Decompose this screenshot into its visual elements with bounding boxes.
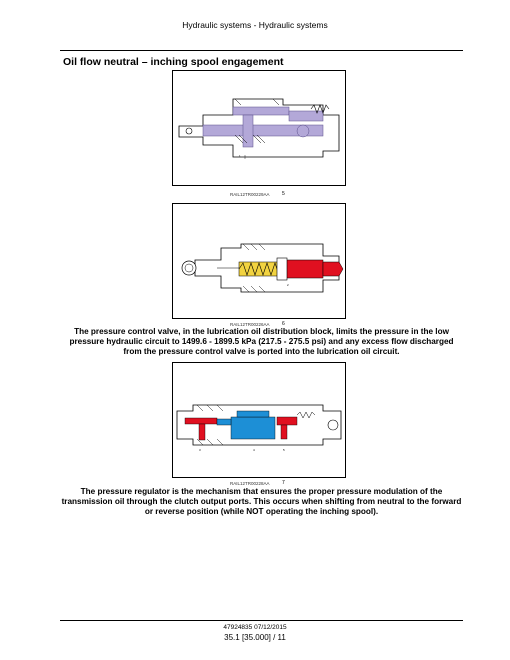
footer-document-id: 47924835 07/12/2015 — [223, 624, 287, 631]
figure-7-pressure-regulator — [172, 362, 346, 478]
figure-6-caption: RAIL12TR00226AA — [230, 322, 270, 327]
figure-6-pressure-control-valve — [172, 203, 346, 319]
header-rule — [60, 50, 463, 51]
svg-text:2: 2 — [287, 283, 289, 287]
figure-7-caption: RAIL12TR00228AA — [230, 481, 270, 486]
figure-5-number: 5 — [282, 191, 285, 197]
svg-text:1: 1 — [239, 154, 241, 158]
page-header-title: Hydraulic systems - Hydraulic systems — [182, 20, 328, 30]
footer-page-reference: 35.1 [35.000] / 11 — [224, 633, 286, 642]
paragraph-pressure-regulator: The pressure regulator is the mechanism that ensures the proper pressure modulation of the transmission oil through the clutch output ports. This occurs when shifting from neutral to the forward or reverse position (while NOT operating the inching spool). — [61, 487, 462, 516]
svg-text:5: 5 — [283, 448, 285, 452]
footer-rule — [60, 620, 463, 621]
section-title: Oil flow neutral – inching spool engagement — [63, 56, 284, 68]
figure-5-caption: RAIL12TR00229AA — [230, 192, 270, 197]
figure-5-inching-spool — [172, 70, 346, 186]
paragraph-pressure-control-valve: The pressure control valve, in the lubrication oil distribution block, limits the pressure in the low pressure hydraulic circuit to 1499.6 - 1899.5 kPa (217.5 - 275.5 psi) and any excess flow discharged from the pressure control valve is ported into the lubrication oil circuit. — [69, 327, 454, 356]
svg-text:3: 3 — [199, 448, 201, 452]
figure-7-number: 7 — [282, 480, 285, 486]
figure-6-number: 6 — [282, 321, 285, 327]
svg-text:4: 4 — [253, 448, 255, 452]
